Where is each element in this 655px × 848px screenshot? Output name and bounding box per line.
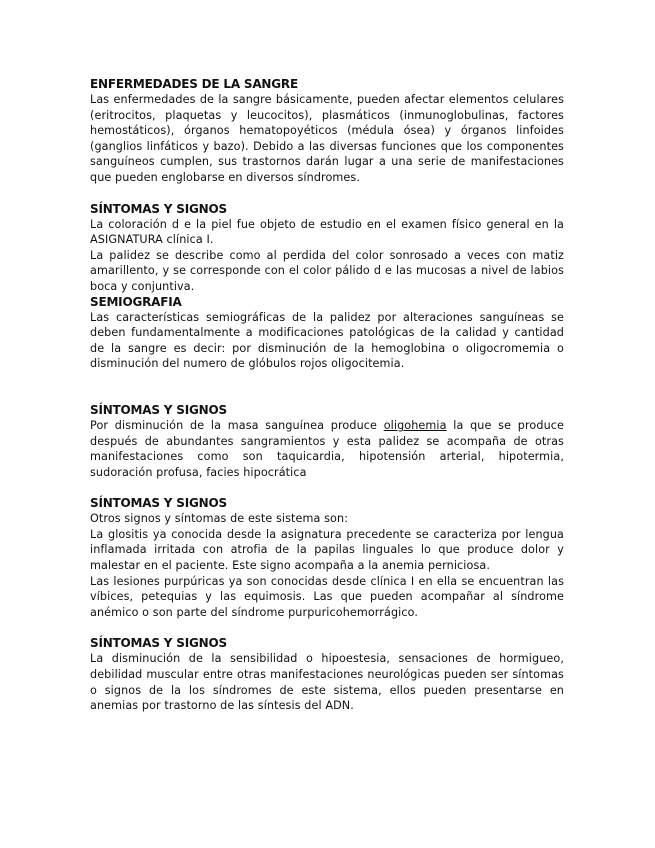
paragraph-palidez: La palidez se describe como al perdida del color sonrosado a veces con matiz amarillento, y se corresponde con el color pálido d e las mucosas a nivel de labios boca y conjuntiva.: [90, 248, 564, 293]
paragraph-semiografia: Las características semiográficas de la palidez por alteraciones sanguíneas se deben fundamentalmente a modificaciones patológicas de la calidad y cantidad de la sangre es decir: por disminución de la hemoglobina o oligocromemia o disminución del numero de glóbulos rojos oligocitemia.: [90, 310, 564, 371]
paragraph-glositis: La glositis ya conocida desde la asignatura precedente se caracteriza por lengua inflamada irritada con atrofia de la papilas linguales lo que produce dolor y malestar en el paciente. Este signo acompaña a la anemia perniciosa.: [90, 527, 564, 573]
oligohemia-text-before: Por disminución de la masa sanguínea produce: [90, 418, 384, 432]
paragraph-otros-signos: Otros signos y síntomas de este sistema son:: [90, 512, 349, 526]
paragraph-hipoestesia: La disminución de la sensibilidad o hipoestesia, sensaciones de hormigueo, debilidad muscular entre otras manifestaciones neurológicas pueden ser síntomas o signos de la los síndromes de este sistema, ellos pueden presentarse en anemias por trastorno de las síntesis del ADN.: [90, 652, 564, 713]
section-heading-sintomas-3: SÍNTOMAS Y SIGNOS: [90, 496, 227, 511]
oligohemia-underlined-term: oligohemia: [383, 418, 447, 432]
paragraph-oligohemia: [90, 418, 564, 480]
section-heading-enfermedades: ENFERMEDADES DE LA SANGRE: [90, 77, 298, 91]
paragraph-coloracion: La coloración d e la piel fue objeto de estudio en el examen físico general en la ASIGNATURA clínica I.: [90, 217, 564, 247]
section-heading-sintomas-2: SÍNTOMAS Y SIGNOS: [90, 402, 227, 417]
section-heading-semiografia: SEMIOGRAFIA: [90, 294, 182, 309]
section-heading-sintomas-4: SÍNTOMAS Y SIGNOS: [90, 636, 227, 651]
section-heading-sintomas-1: SÍNTOMAS Y SIGNOS: [90, 201, 227, 216]
document-body: [90, 77, 564, 714]
oligohemia-text-after: la que se produce después de abundantes sangramientos y esta palidez se acompaña de otras manifestaciones como son taquicardia, hipotensión arterial, hipotermia, sudoración profusa, facies hipocrática: [90, 418, 565, 479]
paragraph-lesiones-purpuricas: Las lesiones purpúricas ya son conocidas desde clínica I en ella se encuentran las víbices, petequias y las equimosis. Las que pueden acompañar al síndrome anémico o son parte del síndrome purpuricohemorrágico.: [90, 574, 564, 619]
paragraph-enfermedades: Las enfermedades de la sangre básicamente, pueden afectar elementos celulares (eritrocitos, plaquetas y leucocitos), plasmáticos (inmunoglobulinas, factores hemostáticos), órganos hematopoyéticos (médula ósea) y órganos linfoides (ganglios linfáticos y bazo). Debido a las diversas funciones que los componentes sanguíneos cumplen, sus trastornos darán lugar a una serie de manifestaciones que pueden englobarse en diversos síndromes.: [90, 93, 564, 184]
